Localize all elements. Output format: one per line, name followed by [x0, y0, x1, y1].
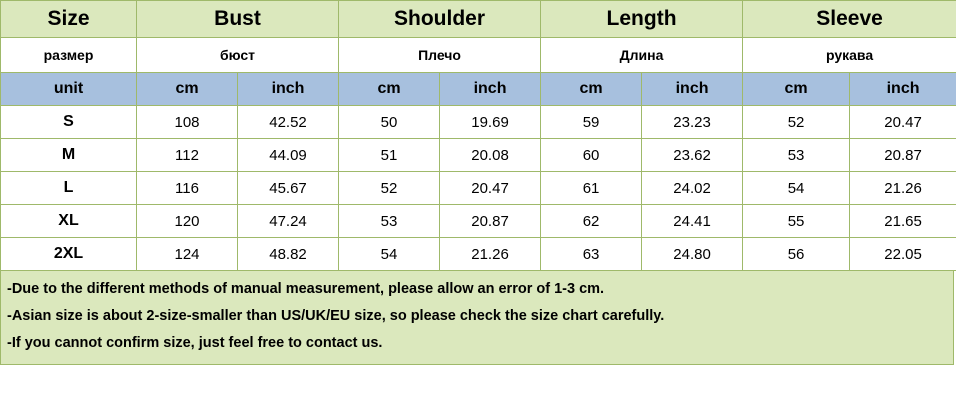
cell-size: M: [1, 139, 137, 172]
header-size: Size: [1, 1, 137, 38]
cell-length-cm: 59: [541, 106, 642, 139]
cell-bust-cm: 124: [137, 238, 238, 271]
unit-sleeve-cm: cm: [743, 73, 850, 106]
cell-sleeve-cm: 56: [743, 238, 850, 271]
cell-shoulder-cm: 52: [339, 172, 440, 205]
cell-length-inch: 24.02: [642, 172, 743, 205]
unit-shoulder-inch: inch: [440, 73, 541, 106]
cell-sleeve-inch: 20.87: [850, 139, 956, 172]
cell-length-inch: 24.80: [642, 238, 743, 271]
header-length: Length: [541, 1, 743, 38]
cell-length-inch: 23.23: [642, 106, 743, 139]
cell-shoulder-cm: 54: [339, 238, 440, 271]
header-sleeve: Sleeve: [743, 1, 956, 38]
cell-length-cm: 62: [541, 205, 642, 238]
cell-sleeve-inch: 21.26: [850, 172, 956, 205]
unit-bust-cm: cm: [137, 73, 238, 106]
cell-size: L: [1, 172, 137, 205]
note-line-1: -Due to the different methods of manual measurement, please allow an error of 1-3 cm.: [7, 281, 605, 297]
cell-bust-inch: 42.52: [238, 106, 339, 139]
header-bust-ru: бюст: [137, 38, 339, 73]
cell-length-cm: 61: [541, 172, 642, 205]
cell-length-cm: 63: [541, 238, 642, 271]
header-bust: Bust: [137, 1, 339, 38]
cell-bust-inch: 47.24: [238, 205, 339, 238]
unit-length-inch: inch: [642, 73, 743, 106]
cell-sleeve-inch: 21.65: [850, 205, 956, 238]
cell-bust-cm: 120: [137, 205, 238, 238]
note-line-3: -If you cannot confirm size, just feel free to contact us.: [7, 335, 383, 352]
unit-shoulder-cm: cm: [339, 73, 440, 106]
cell-bust-inch: 48.82: [238, 238, 339, 271]
header-size-ru: размер: [1, 38, 137, 73]
cell-bust-inch: 44.09: [238, 139, 339, 172]
cell-shoulder-inch: 21.26: [440, 238, 541, 271]
cell-sleeve-cm: 54: [743, 172, 850, 205]
cell-shoulder-inch: 20.87: [440, 205, 541, 238]
table-row: [1, 139, 956, 172]
unit-bust-inch: inch: [238, 73, 339, 106]
cell-size: S: [1, 106, 137, 139]
cell-bust-cm: 116: [137, 172, 238, 205]
cell-bust-cm: 108: [137, 106, 238, 139]
cell-shoulder-cm: 53: [339, 205, 440, 238]
cell-sleeve-cm: 55: [743, 205, 850, 238]
cell-sleeve-inch: 20.47: [850, 106, 956, 139]
cell-shoulder-inch: 19.69: [440, 106, 541, 139]
table-row: [1, 238, 956, 271]
cell-shoulder-cm: 51: [339, 139, 440, 172]
cell-sleeve-cm: 53: [743, 139, 850, 172]
table-row-units: [1, 73, 956, 106]
cell-bust-cm: 112: [137, 139, 238, 172]
cell-sleeve-cm: 52: [743, 106, 850, 139]
header-shoulder-ru: Плечо: [339, 38, 541, 73]
cell-size: 2XL: [1, 238, 137, 271]
cell-length-inch: 24.41: [642, 205, 743, 238]
unit-sleeve-inch: inch: [850, 73, 956, 106]
table-row-header-secondary: [1, 38, 956, 73]
cell-sleeve-inch: 22.05: [850, 238, 956, 271]
table-row-header-main: [1, 1, 956, 38]
header-length-ru: Длина: [541, 38, 743, 73]
cell-shoulder-cm: 50: [339, 106, 440, 139]
cell-length-cm: 60: [541, 139, 642, 172]
note-line-2: -Asian size is about 2-size-smaller than US/UK/EU size, so please check the size chart carefully.: [7, 308, 665, 325]
table-row: [1, 106, 956, 139]
unit-label: unit: [1, 73, 137, 106]
cell-bust-inch: 45.67: [238, 172, 339, 205]
unit-length-cm: cm: [541, 73, 642, 106]
table-row: [1, 205, 956, 238]
header-sleeve-ru: рукава: [743, 38, 956, 73]
cell-shoulder-inch: 20.08: [440, 139, 541, 172]
table-row: [1, 172, 956, 205]
header-shoulder: Shoulder: [339, 1, 541, 38]
cell-shoulder-inch: 20.47: [440, 172, 541, 205]
cell-length-inch: 23.62: [642, 139, 743, 172]
cell-size: XL: [1, 205, 137, 238]
measurement-notes: [0, 271, 954, 365]
